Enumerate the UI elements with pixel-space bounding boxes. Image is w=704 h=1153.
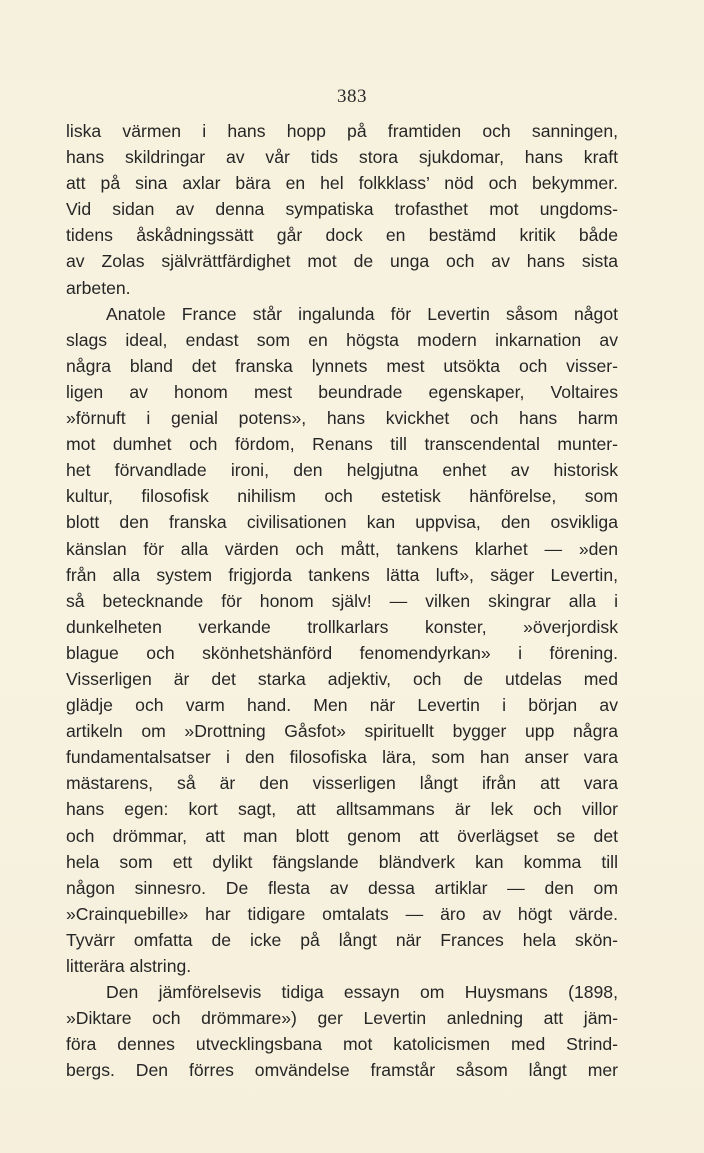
text-line: »Diktare och drömmare») ger Levertin anledning att jäm-	[66, 1008, 618, 1029]
text-line: slags ideal, endast som en högsta modern inkarnation av	[66, 329, 618, 350]
text-line: och drömmar, att man blott genom att överlägset se det	[66, 825, 618, 846]
text-line: Den jämförelsevis tidiga essayn om Huysmans (1898,	[106, 982, 618, 1003]
text-line: mot dumhet och fördom, Renans till transcendental munter-	[66, 434, 618, 455]
text-line: Anatole France står ingalunda för Levertin såsom något	[106, 303, 618, 324]
text-line: glädje och varm hand. Men när Levertin i början av	[66, 695, 618, 716]
text-line: artikeln om »Drottning Gåsfot» spirituellt bygger upp några	[66, 721, 618, 742]
text-line: ligen av honom mest beundrade egenskaper, Voltaires	[66, 381, 618, 402]
text-line: några bland det franska lynnets mest utsökta och visser-	[66, 355, 618, 376]
text-line: fundamentalsatser i den filosofiska lära, som han anser vara	[66, 747, 618, 768]
text-line: dunkelheten verkande trollkarlars konster, »överjordisk	[66, 616, 618, 637]
text-line: av Zolas självrättfärdighet mot de unga och av hans sista	[66, 251, 618, 272]
text-line: blague och skönhetshänförd fenomendyrkan» i förening.	[66, 642, 618, 663]
text-line: Vid sidan av denna sympatiska trofasthet mot ungdoms-	[66, 199, 618, 220]
text-line: föra dennes utvecklingsbana mot katolicismen med Strind-	[66, 1034, 618, 1055]
text-line: »förnuft i genial potens», hans kvickhet och hans harm	[66, 408, 618, 429]
text-line: litterära alstring.	[66, 956, 192, 976]
body-text	[66, 118, 618, 1083]
text-line: het förvandlade ironi, den helgjutna enhet av historisk	[66, 460, 618, 481]
text-line: någon sinnesro. De flesta av dessa artiklar — den om	[66, 877, 618, 898]
page-number: 383	[337, 86, 367, 107]
text-line: liska värmen i hans hopp på framtiden och sanningen,	[66, 121, 618, 141]
text-line: Tyvärr omfatta de icke på långt när Frances hela skön-	[66, 929, 618, 950]
text-line: så betecknande för honom själv! — vilken skingrar alla i	[66, 590, 618, 611]
text-line: hela som ett dylikt fängslande bländverk kan komma till	[66, 851, 618, 872]
text-line: kultur, filosofisk nihilism och estetisk hänförelse, som	[66, 486, 618, 507]
text-line: hans egen: kort sagt, att alltsammans är lek och villor	[66, 799, 618, 820]
text-line: tidens åskådningssätt går dock en bestämd kritik både	[66, 225, 618, 246]
text-line: blott den franska civilisationen kan uppvisa, den osvikliga	[66, 512, 618, 533]
text-line: bergs. Den förres omvändelse framstår såsom långt mer	[66, 1060, 618, 1081]
text-line: känslan för alla värden och mått, tankens klarhet — »den	[66, 538, 618, 559]
text-line: »Crainquebille» har tidigare omtalats — äro av högt värde.	[66, 903, 618, 924]
text-line: hans skildringar av vår tids stora sjukdomar, hans kraft	[66, 147, 618, 168]
text-line: Visserligen är det starka adjektiv, och de utdelas med	[66, 668, 618, 689]
text-line: arbeten.	[66, 277, 131, 298]
text-line: att på sina axlar bära en hel folkklass’ nöd och bekymmer.	[66, 173, 618, 194]
text-line: mästarens, så är den visserligen långt ifrån att vara	[66, 773, 618, 794]
text-line: från alla system frigjorda tankens lätta luft», säger Levertin,	[66, 564, 618, 585]
